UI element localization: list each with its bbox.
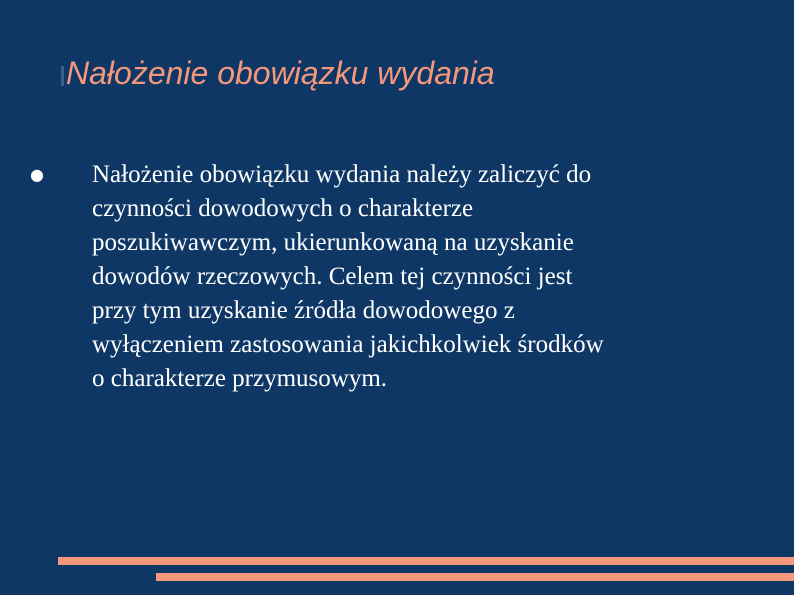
bullet-text-line: czynności dowodowych o charakterze (92, 195, 474, 222)
title-accent-mark (61, 66, 64, 86)
bullet-text-line: przy tym uzyskanie źródła dowodowego z (92, 297, 515, 324)
decorative-rule-top (58, 557, 794, 565)
slide-content (30, 158, 770, 396)
decorative-rule-bottom (156, 573, 794, 581)
bullet-text-line: poszukiwawczym, ukierunkowaną na uzyskanie (92, 229, 574, 256)
bullet-text (92, 158, 770, 396)
bullet-item (30, 158, 770, 396)
slide-title: Nałożenie obowiązku wydania (66, 55, 495, 91)
bullet-text-line: dowodów rzeczowych. Celem tej czynności jest (92, 263, 573, 290)
bullet-dot-icon: ● (30, 165, 44, 184)
bullet-text-line: wyłączeniem zastosowania jakichkolwiek środków (92, 331, 604, 358)
bullet-text-line: Nałożenie obowiązku wydania należy zaliczyć do (92, 161, 592, 188)
bullet-text-line: o charakterze przymusowym. (92, 365, 388, 392)
